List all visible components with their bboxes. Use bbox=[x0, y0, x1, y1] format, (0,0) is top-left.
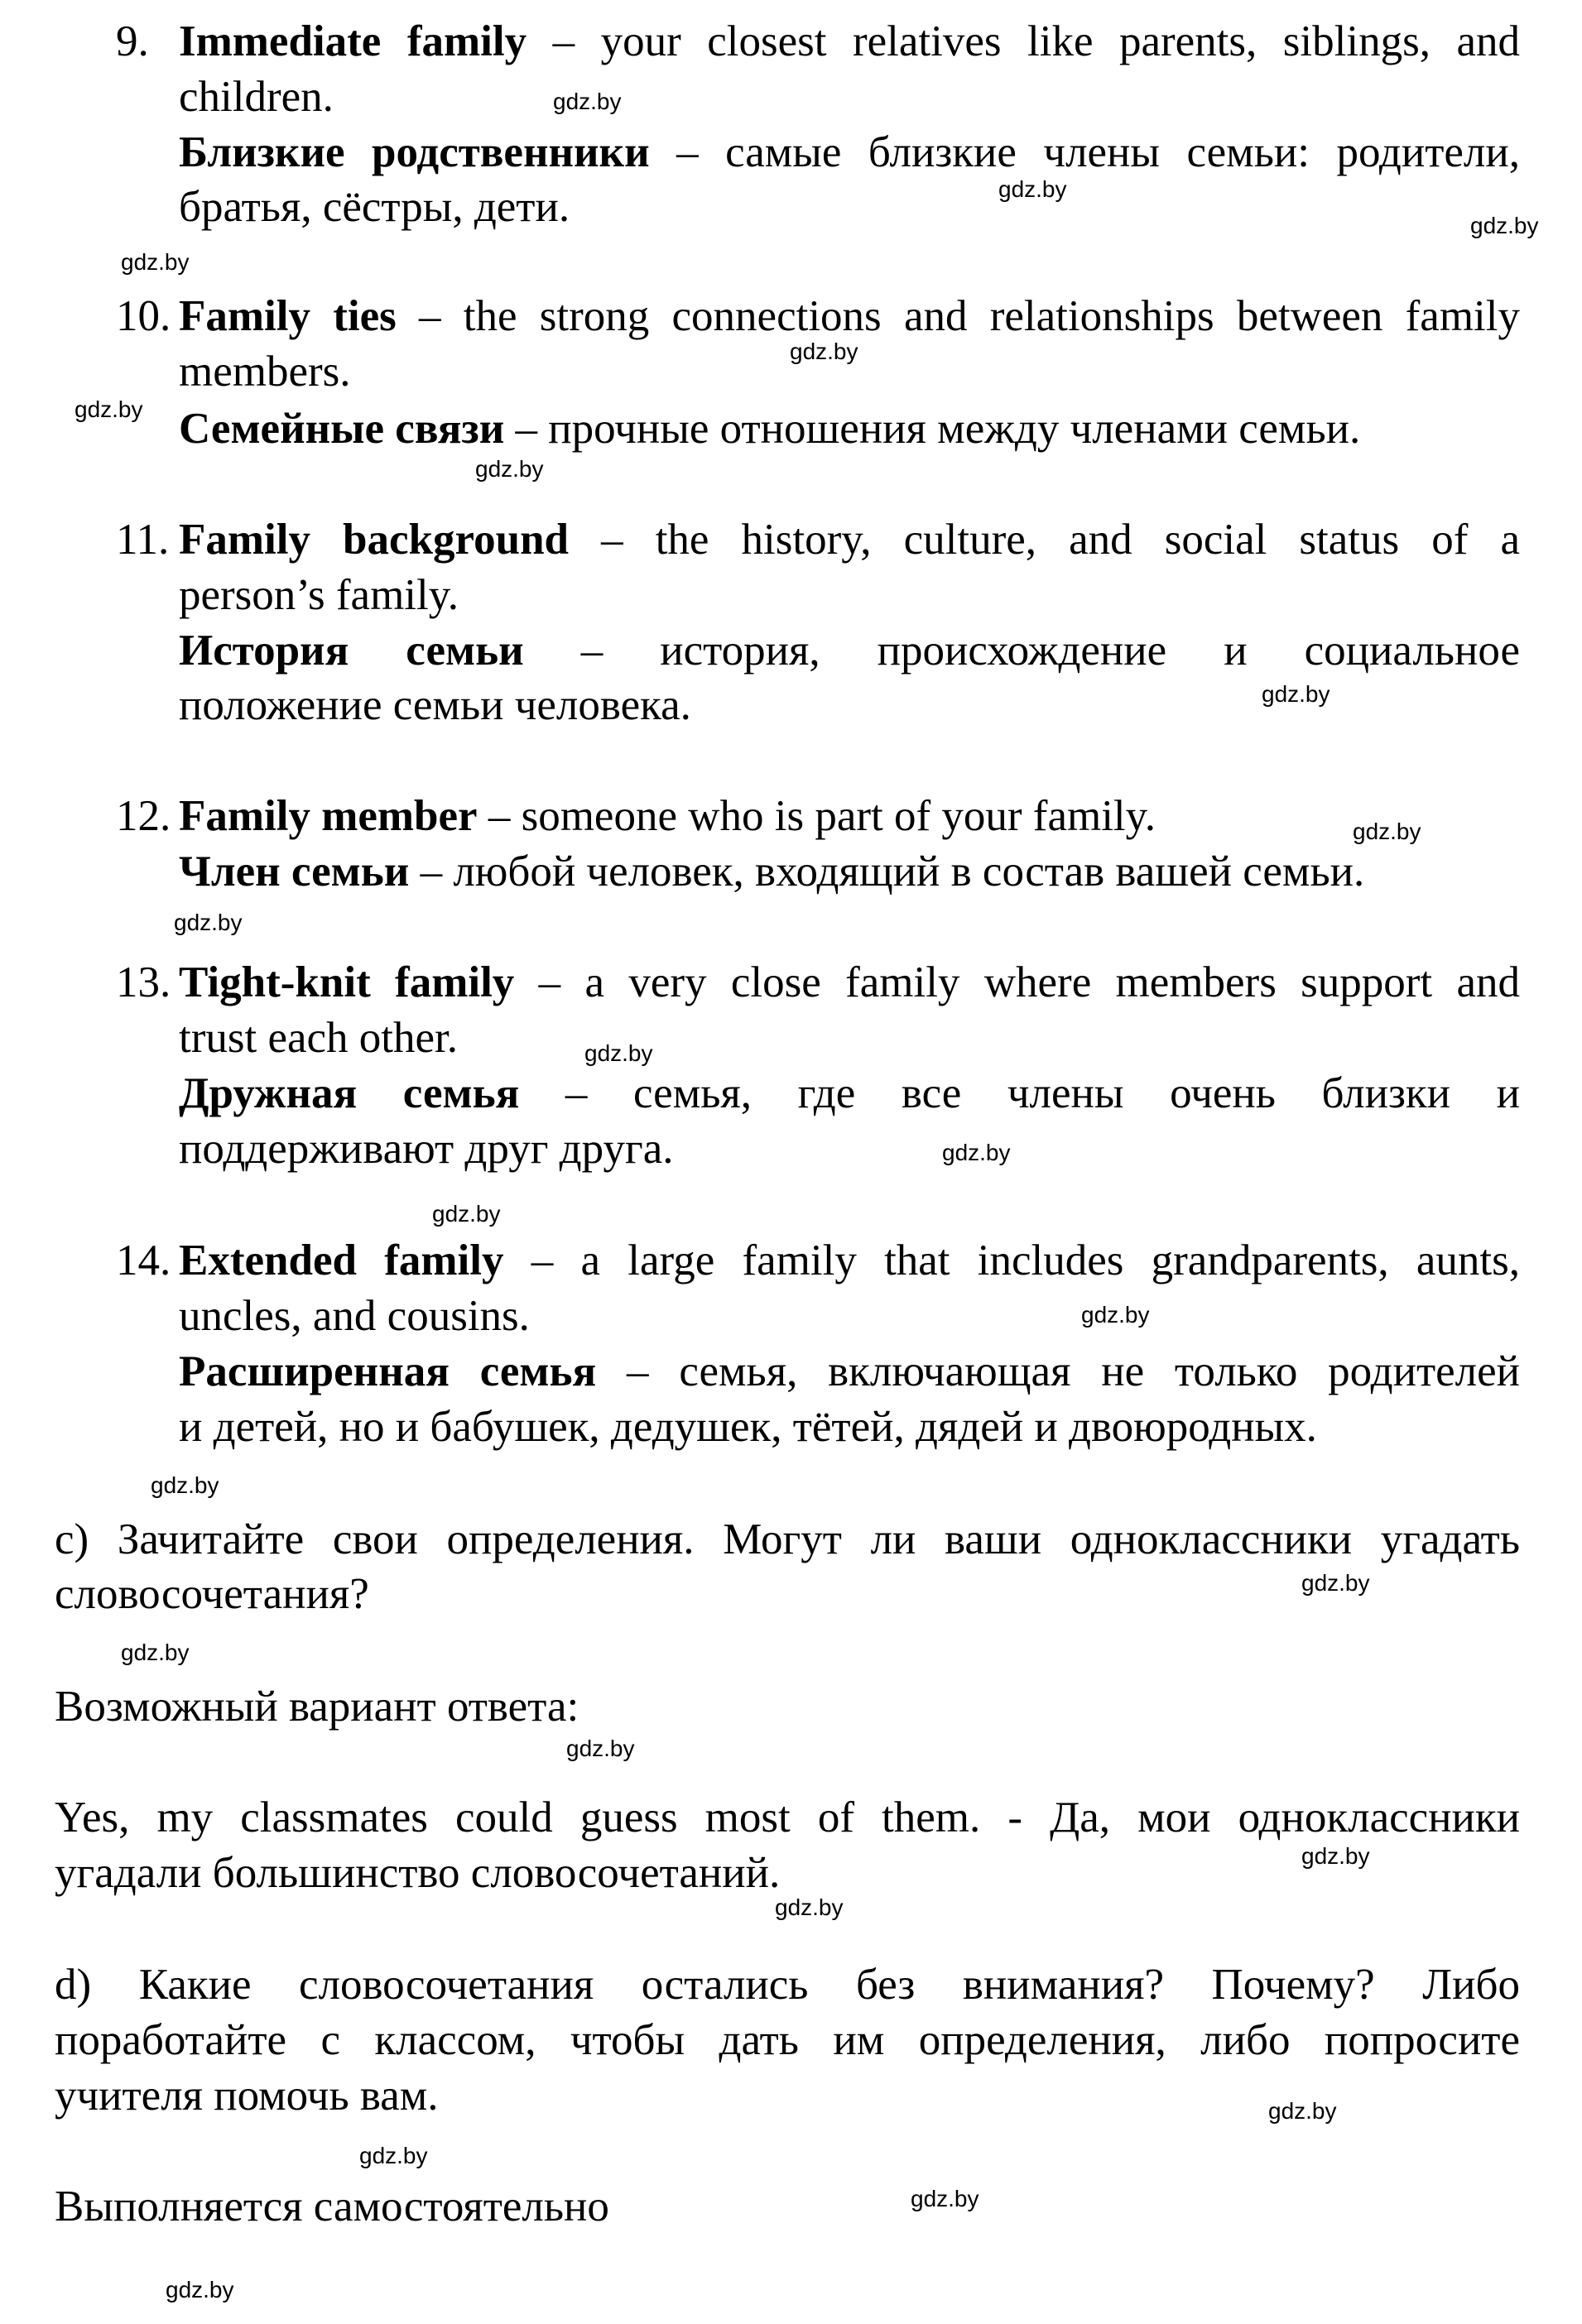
item-number: 10. bbox=[116, 292, 171, 340]
definition-ru-line: Дружная семья – семья, где все члены очень близки и bbox=[179, 1069, 1520, 1117]
task-d-line: d) Какие словосочетания остались без внимания? Почему? Либо bbox=[55, 1961, 1520, 2009]
watermark: gdz.by bbox=[553, 89, 622, 114]
definition-ru-line: История семьи – история, происхождение и социальное bbox=[179, 627, 1520, 675]
item-number: 11. bbox=[116, 516, 170, 564]
watermark: gdz.by bbox=[942, 1140, 1011, 1165]
watermark: gdz.by bbox=[1262, 681, 1330, 707]
task-c-line: словосочетания? bbox=[55, 1570, 369, 1618]
watermark: gdz.by bbox=[1470, 213, 1539, 238]
watermark: gdz.by bbox=[121, 249, 190, 275]
watermark: gdz.by bbox=[174, 910, 243, 935]
answer-d: Выполняется самостоятельно bbox=[55, 2182, 609, 2230]
watermark: gdz.by bbox=[1081, 1302, 1150, 1328]
term-ru: Дружная семья bbox=[179, 1069, 520, 1117]
watermark: gdz.by bbox=[1301, 1843, 1370, 1869]
term-en: Tight-knit family bbox=[179, 958, 515, 1006]
definition-en-line: Tight-knit family – a very close family where members support and bbox=[179, 958, 1521, 1006]
watermark: gdz.by bbox=[166, 2277, 234, 2302]
watermark: gdz.by bbox=[775, 1894, 844, 1920]
term-en: Extended family bbox=[179, 1236, 504, 1284]
watermark: gdz.by bbox=[1268, 2098, 1337, 2124]
watermark: gdz.by bbox=[432, 1201, 501, 1227]
definition-ru-line: Член семьи – любой человек, входящий в состав вашей семьи. bbox=[179, 847, 1365, 896]
definition-en-line: children. bbox=[179, 73, 334, 121]
definition-en-line: Extended family – a large family that includes grandparents, aunts, bbox=[179, 1236, 1521, 1284]
watermark: gdz.by bbox=[151, 1472, 219, 1498]
definition-en-line: person’s family. bbox=[179, 571, 459, 619]
item-number: 13. bbox=[116, 958, 171, 1006]
watermark: gdz.by bbox=[1353, 819, 1421, 844]
definition-ru-line: Расширенная семья – семья, включающая не только родителей bbox=[179, 1347, 1520, 1395]
answer-c-line: Yes, my classmates could guess most of them. - Да, мои одноклассники bbox=[55, 1793, 1520, 1841]
definition-ru-line: положение семьи человека. bbox=[179, 681, 691, 729]
watermark: gdz.by bbox=[475, 456, 544, 482]
item-number: 9. bbox=[116, 17, 149, 65]
task-d-line: учителя помочь вам. bbox=[55, 2072, 439, 2120]
definition-ru-line: Близкие родственники – самые близкие члены семьи: родители, bbox=[179, 128, 1520, 176]
term-ru: Член семьи bbox=[179, 847, 410, 896]
watermark: gdz.by bbox=[121, 1640, 190, 1665]
task-d-line: поработайте с классом, чтобы дать им определения, либо попросите bbox=[55, 2016, 1520, 2064]
watermark: gdz.by bbox=[75, 396, 143, 422]
definition-en-line: trust each other. bbox=[179, 1014, 459, 1062]
definition-ru-line: Семейные связи – прочные отношения между членами семьи. bbox=[179, 405, 1361, 453]
term-en: Family member bbox=[179, 792, 478, 840]
definition-en-line: Immediate family – your closest relatives like parents, siblings, and bbox=[179, 17, 1520, 65]
definition-ru-line: братья, сёстры, дети. bbox=[179, 183, 570, 231]
term-ru: Близкие родственники bbox=[179, 128, 650, 176]
task-c-line: с) Зачитайте свои определения. Могут ли ваши одноклассники угадать bbox=[55, 1515, 1520, 1563]
answer-c-line: угадали большинство словосочетаний. bbox=[55, 1849, 781, 1897]
definition-ru-line: и детей, но и бабушек, дедушек, тётей, дядей и двоюродных. bbox=[179, 1403, 1317, 1451]
definition-en-line: Family ties – the strong connections and relationships between family bbox=[179, 292, 1520, 340]
item-number: 12. bbox=[116, 792, 171, 840]
item-number: 14. bbox=[116, 1236, 171, 1284]
definition-en-line: members. bbox=[179, 348, 351, 396]
watermark: gdz.by bbox=[566, 1736, 635, 1761]
watermark: gdz.by bbox=[584, 1040, 653, 1066]
term-ru: История семьи bbox=[179, 627, 524, 675]
term-en: Family ties bbox=[179, 292, 397, 340]
term-ru: Семейные связи bbox=[179, 405, 505, 453]
watermark: gdz.by bbox=[1301, 1570, 1370, 1596]
term-ru: Расширенная семья bbox=[179, 1347, 597, 1395]
term-en: Immediate family bbox=[179, 17, 527, 65]
watermark: gdz.by bbox=[359, 2143, 428, 2168]
definition-en-line: Family background – the history, culture, and social status of a bbox=[179, 516, 1520, 564]
definition-en-line: Family member – someone who is part of your family. bbox=[179, 792, 1156, 840]
term-en: Family background bbox=[179, 516, 570, 564]
definition-en-line: uncles, and cousins. bbox=[179, 1292, 530, 1340]
watermark: gdz.by bbox=[998, 176, 1067, 202]
watermark: gdz.by bbox=[911, 2186, 979, 2211]
watermark: gdz.by bbox=[790, 339, 858, 364]
answer-label: Возможный вариант ответа: bbox=[55, 1683, 579, 1731]
definition-ru-line: поддерживают друг друга. bbox=[179, 1125, 674, 1173]
